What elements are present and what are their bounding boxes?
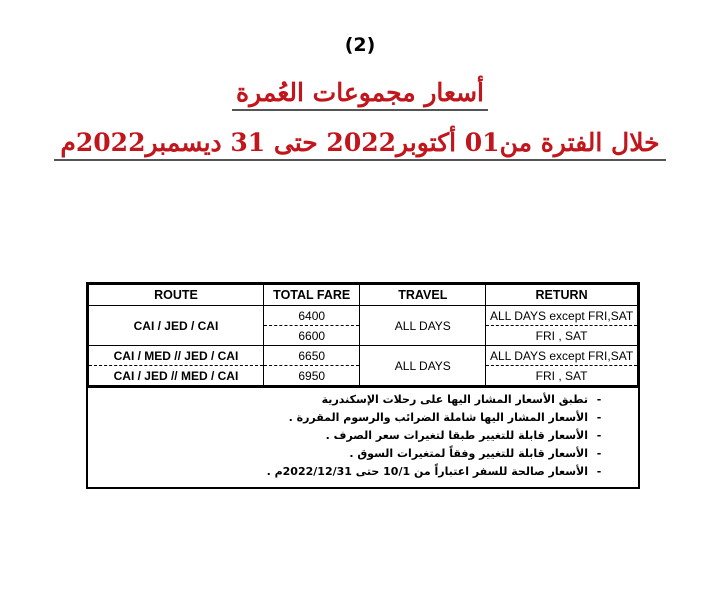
header-travel: TRAVEL	[360, 285, 486, 306]
note-item	[98, 445, 610, 463]
table-row	[89, 346, 638, 366]
note-item	[98, 463, 610, 481]
header-route: ROUTE	[89, 285, 264, 306]
fare-cell: 6600	[263, 326, 360, 346]
page-title	[0, 78, 720, 111]
note-bullet: -	[596, 393, 602, 406]
note-bullet: -	[596, 429, 602, 442]
period-subtitle	[0, 128, 720, 161]
note-text: الأسعار قابلة للتغيير وفقاً لمتغيرات السوق .	[349, 447, 588, 460]
notes-list	[88, 386, 638, 487]
note-text: الأسعار المشار اليها شاملة الضرائب والرسوم المقررة .	[288, 411, 588, 424]
return-cell: ALL DAYS except FRI,SAT	[486, 346, 638, 366]
note-text: الأسعار قابلة للتغيير طبقا لتغيرات سعر الصرف .	[325, 429, 588, 442]
route-cell: CAI / MED // JED / CAI	[89, 346, 264, 366]
note-bullet: -	[596, 411, 602, 424]
travel-cell: ALL DAYS	[360, 346, 486, 386]
return-cell: FRI , SAT	[486, 326, 638, 346]
note-bullet: -	[596, 447, 602, 460]
page-number: (2)	[344, 34, 376, 56]
note-item	[98, 409, 610, 427]
fare-grid	[88, 284, 638, 386]
note-text: تطبق الأسعار المشار اليها على رحلات الإسكندرية	[321, 393, 588, 406]
note-item	[98, 391, 610, 409]
route-cell: CAI / JED // MED / CAI	[89, 366, 264, 386]
table-row	[89, 306, 638, 326]
travel-cell: ALL DAYS	[360, 306, 486, 346]
fare-table	[86, 282, 640, 489]
table-header-row	[89, 285, 638, 306]
header-total-fare: TOTAL FARE	[263, 285, 360, 306]
note-bullet: -	[596, 465, 602, 478]
fare-cell: 6650	[263, 346, 360, 366]
page-title-text: أسعار مجموعات العُمرة	[232, 78, 488, 111]
return-cell: ALL DAYS except FRI,SAT	[486, 306, 638, 326]
return-cell: FRI , SAT	[486, 366, 638, 386]
route-cell: CAI / JED / CAI	[89, 306, 264, 346]
note-text: الأسعار صالحة للسفر اعتباراً من 10/1 حتى 2022/12/31م .	[266, 465, 588, 478]
fare-cell: 6400	[263, 306, 360, 326]
note-item	[98, 427, 610, 445]
header-return: RETURN	[486, 285, 638, 306]
period-subtitle-text: خلال الفترة من01 أكتوبر2022 حتى 31 ديسمبر2022م	[54, 128, 665, 161]
fare-cell: 6950	[263, 366, 360, 386]
